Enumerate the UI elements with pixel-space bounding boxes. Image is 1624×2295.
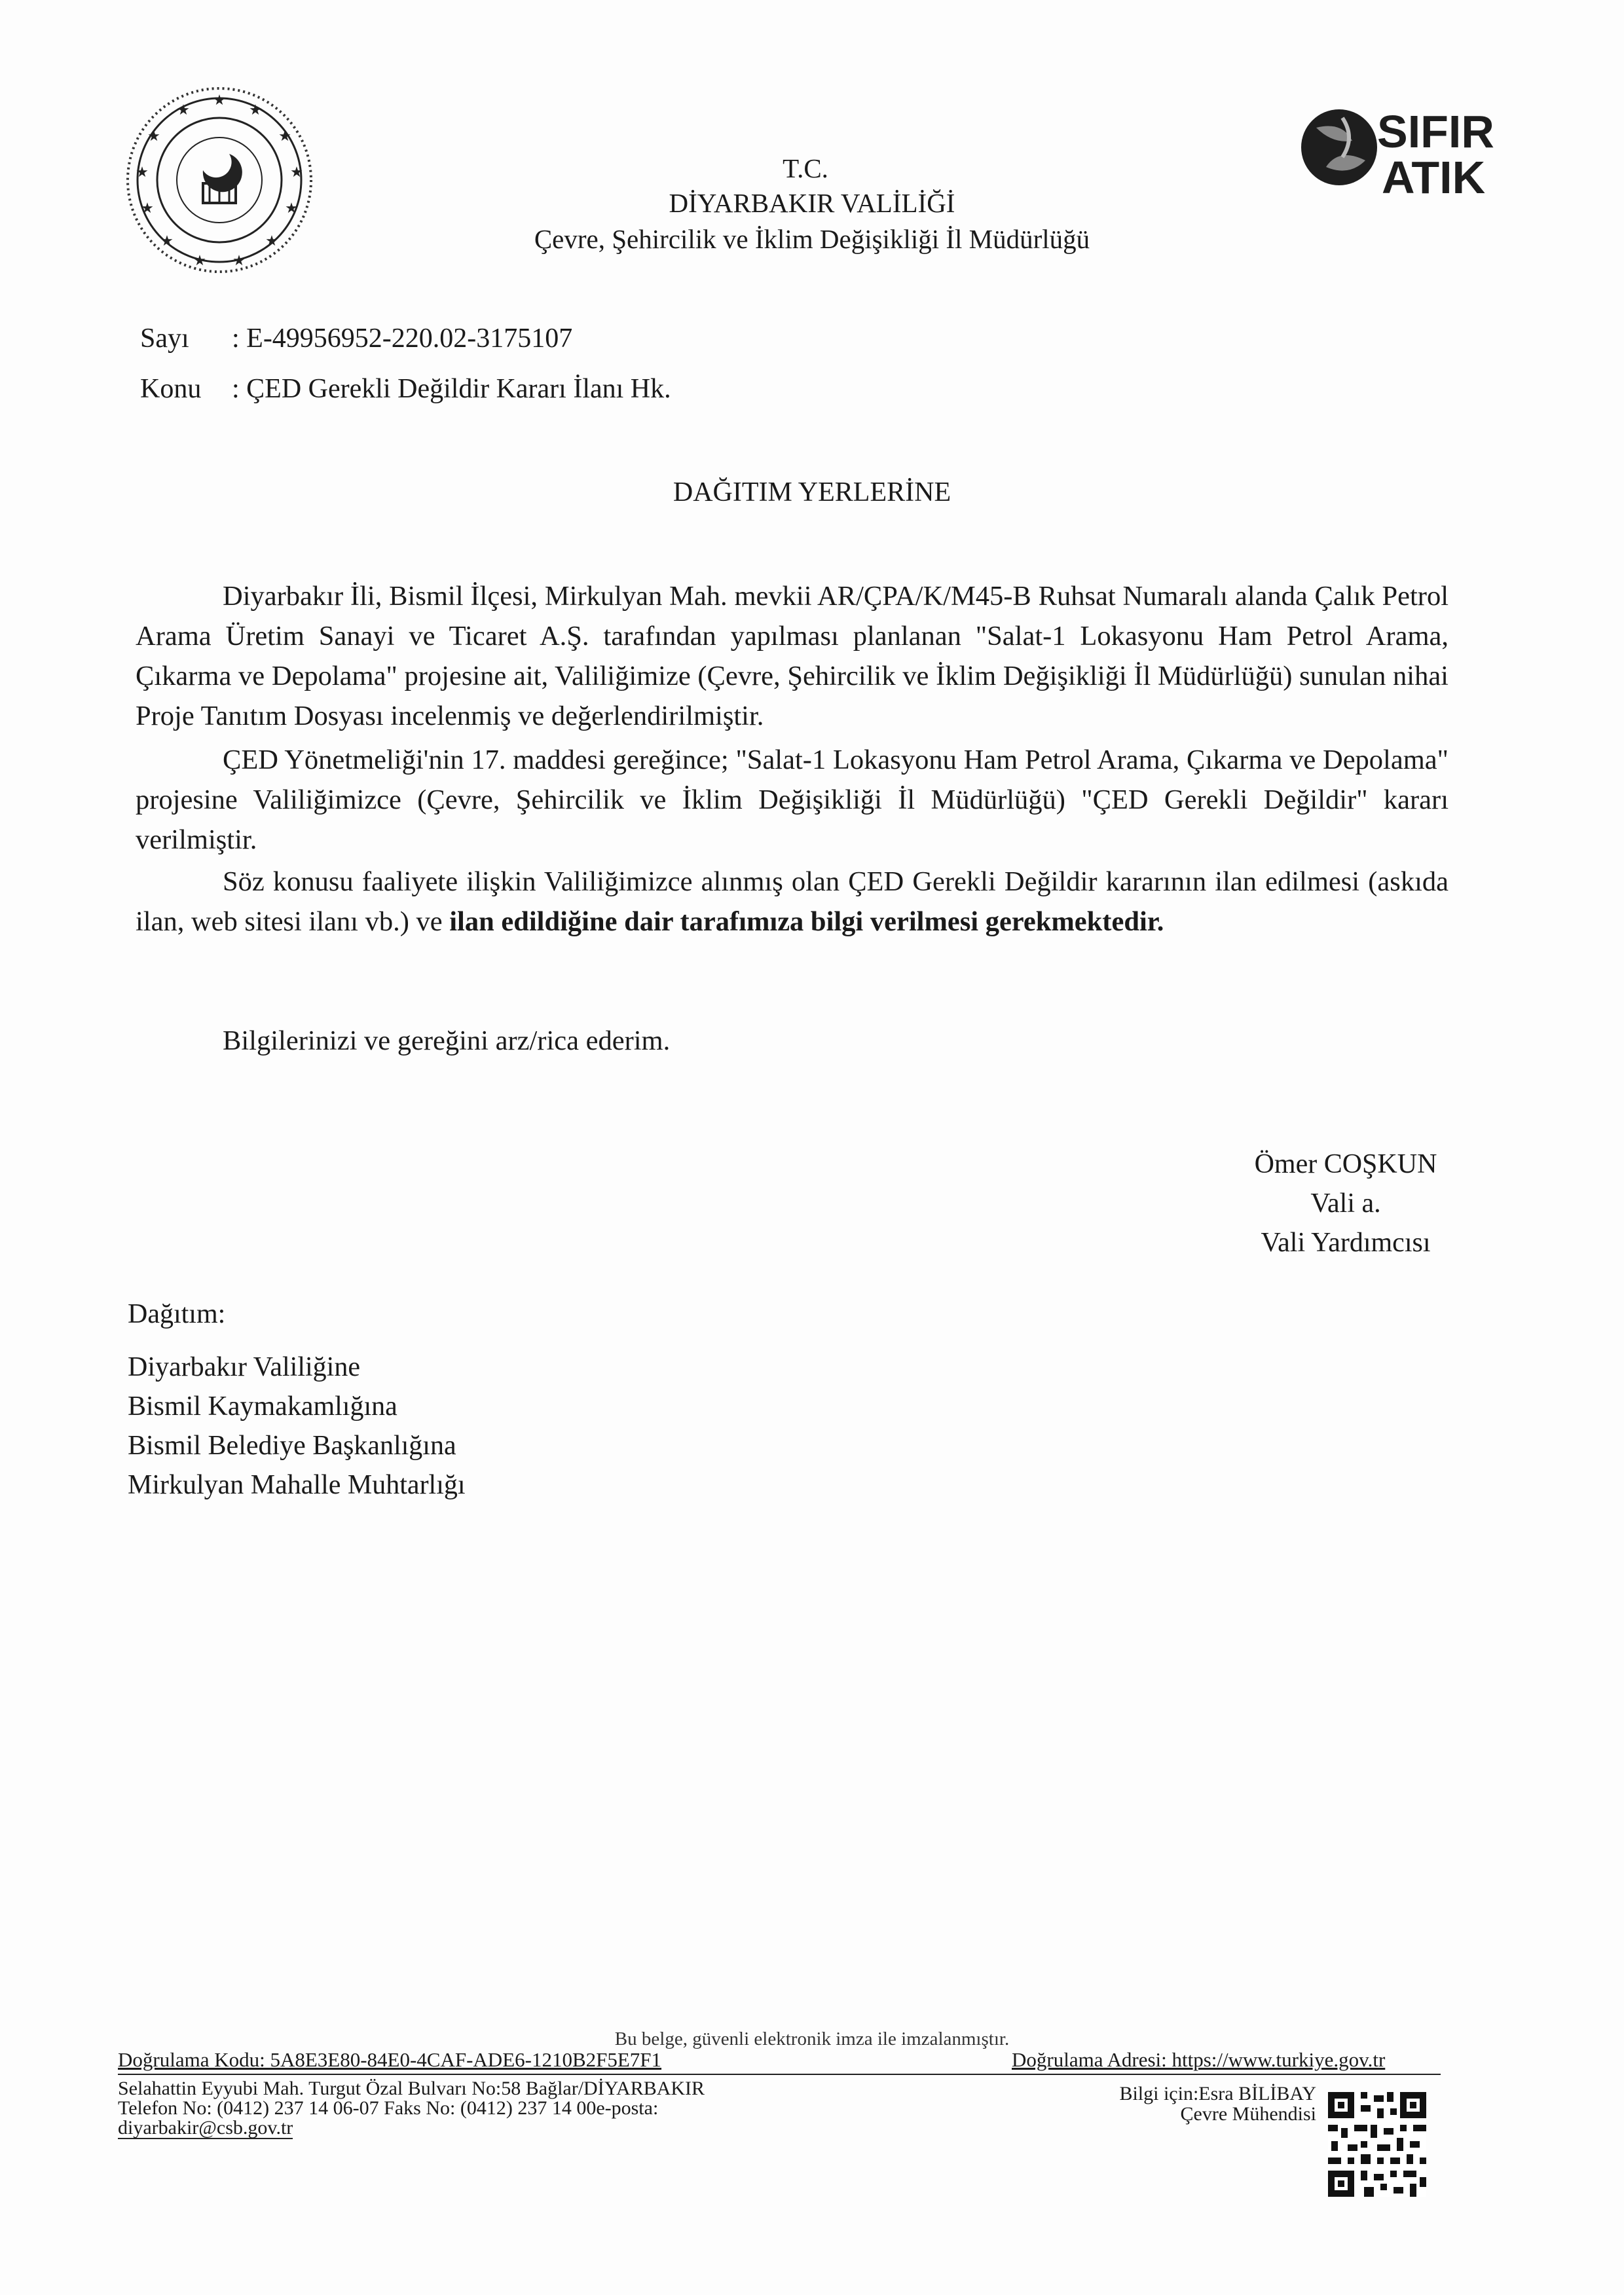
- contact-person: Bilgi için:Esra BİLİBAY: [1119, 2083, 1316, 2104]
- svg-text:★: ★: [290, 164, 303, 181]
- signatory-name: Ömer COŞKUN: [1254, 1149, 1437, 1179]
- svg-text:★: ★: [177, 102, 190, 119]
- logo-text-line1: SIFIR: [1377, 106, 1494, 157]
- footer-address-block: [118, 2079, 891, 2139]
- header-governorship: DİYARBAKIR VALİLİĞİ: [669, 188, 955, 218]
- header-tc: T.C.: [783, 153, 828, 183]
- reference-number-row: [140, 321, 572, 356]
- email-link[interactable]: diyarbakir@csb.gov.tr: [118, 2117, 293, 2139]
- body-paragraph-3-bold: ilan edildiğine dair tarafımıza bilgi verilmesi gerekmektedir.: [449, 906, 1164, 937]
- body-paragraph-2-text: ÇED Yönetmeliği'nin 17. maddesi gereğince; "Salat-1 Lokasyonu Ham Petrol Arama, Çıkarma ve Depolama" projesine Valiliğimizce (Çevre, Şehircilik ve İklim Değişikliği İl Müdürlüğü) "ÇED Gerekli Değildir" kararı verilmiştir.: [136, 744, 1449, 855]
- subject-row: [140, 371, 671, 407]
- subject-label: Konu: [140, 374, 202, 404]
- subject-value: : ÇED Gerekli Değildir Kararı İlanı Hk.: [232, 374, 671, 404]
- signatory-title-1: Vali a.: [1310, 1188, 1381, 1219]
- closing-line: Bilgilerinizi ve gereğini arz/rica ederim.: [223, 1025, 671, 1056]
- distribution-item: Diyarbakır Valiliğine: [128, 1352, 360, 1382]
- reference-number-value: : E-49956952-220.02-3175107: [232, 323, 573, 354]
- footer-divider: [118, 2074, 1441, 2075]
- body-paragraph-3-text: Söz konusu faaliyete ilişkin Valiliğimizce alınmış olan ÇED Gerekli Değildir kararının ilan edilmesi (askıda ilan, web sitesi ilanı vb.) ve: [136, 866, 1449, 937]
- office-address: Selahattin Eyyubi Mah. Turgut Özal Bulvarı No:58 Bağlar/DİYARBAKIR: [118, 2078, 705, 2099]
- distribution-item: Bismil Belediye Başkanlığına: [128, 1431, 456, 1461]
- contact-title: Çevre Mühendisi: [1180, 2103, 1316, 2125]
- svg-text:★: ★: [136, 164, 149, 181]
- contact-block: [1054, 2084, 1316, 2124]
- e-signature-notice: Bu belge, güvenli elektronik imza ile imzalanmıştır.: [614, 2029, 1010, 2049]
- signatory-title-2: Vali Yardımcısı: [1261, 1228, 1431, 1258]
- svg-text:★: ★: [285, 200, 298, 217]
- distribution-item: Mirkulyan Mahalle Muhtarlığı: [128, 1470, 466, 1500]
- body-paragraph-2: [136, 740, 1449, 860]
- logo-text-line2: ATIK: [1382, 152, 1486, 203]
- body-paragraph-3: [136, 862, 1449, 942]
- svg-text:★: ★: [147, 128, 160, 145]
- recipient-heading: DAĞITIM YERLERİNE: [673, 477, 951, 507]
- svg-text:★: ★: [213, 92, 226, 109]
- svg-text:★: ★: [160, 233, 174, 249]
- svg-text:★: ★: [265, 233, 278, 249]
- distribution-heading: Dağıtım:: [128, 1299, 226, 1329]
- phone-fax: Telefon No: (0412) 237 14 06-07 Faks No: (0412) 237 14 00e-posta:: [118, 2097, 659, 2119]
- svg-text:★: ★: [232, 253, 246, 269]
- distribution-item: Bismil Kaymakamlığına: [128, 1391, 397, 1422]
- svg-text:★: ★: [278, 128, 291, 145]
- qr-code-icon[interactable]: [1328, 2092, 1426, 2197]
- svg-text:★: ★: [193, 253, 206, 269]
- body-paragraph-1-text: Diyarbakır İli, Bismil İlçesi, Mirkulyan Mah. mevkii AR/ÇPA/K/M45-B Ruhsat Numaralı alanda Çalık Petrol Arama Üretim Sanayi ve Ticaret A.Ş. tarafından yapılması planlanan "Salat-1 Lokasyonu Ham Petrol Arama, Çıkarma ve Depolama" projesine ait, Valiliğimize (Çevre, Şehircilik ve İklim Değişikliği İl Müdürlüğü) sunulan nihai Proje Tanıtım Dosyası incelenmiş ve değerlendirilmiştir.: [136, 581, 1449, 731]
- body-paragraph-1: [136, 576, 1449, 736]
- header-department: Çevre, Şehircilik ve İklim Değişikliği İl Müdürlüğü: [534, 224, 1090, 254]
- reference-number-label: Sayı: [140, 323, 189, 354]
- verification-address-link[interactable]: Doğrulama Adresi: https://www.turkiye.gov.tr: [1012, 2048, 1386, 2071]
- svg-text:★: ★: [249, 102, 262, 119]
- svg-text:★: ★: [141, 200, 154, 217]
- verification-code: Doğrulama Kodu: 5A8E3E80-84E0-4CAF-ADE6-1210B2F5E7F1: [118, 2048, 662, 2071]
